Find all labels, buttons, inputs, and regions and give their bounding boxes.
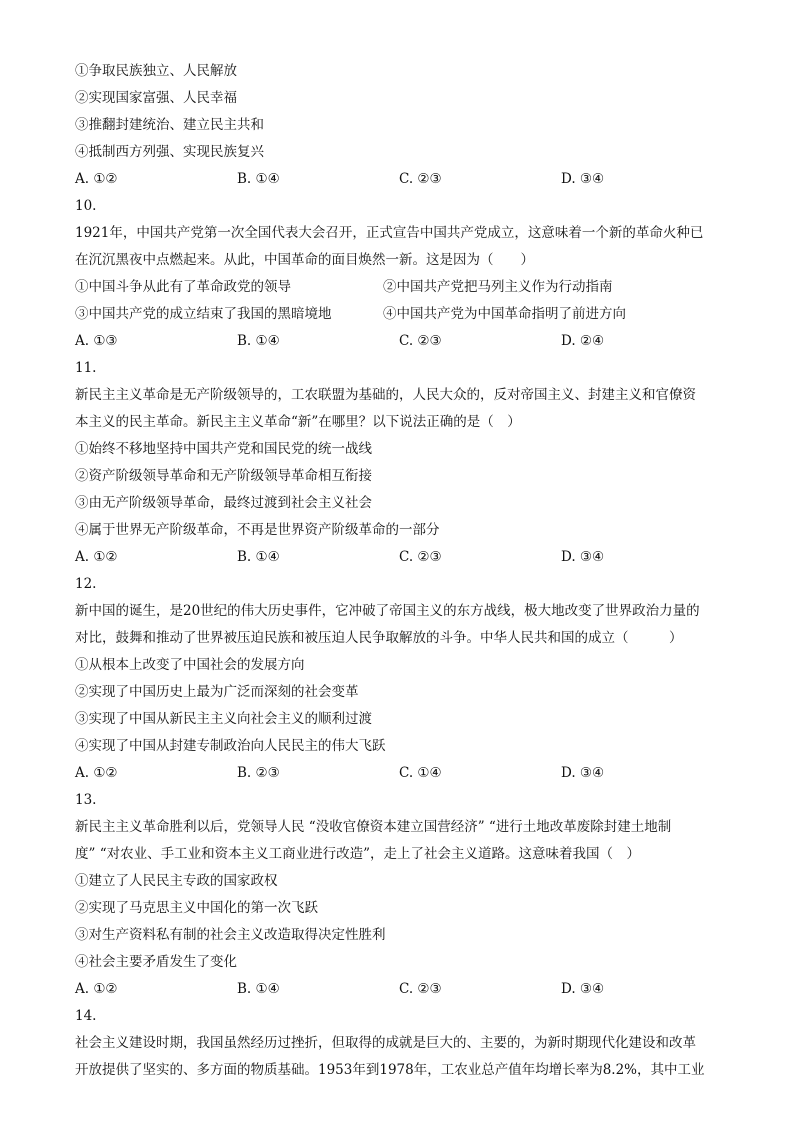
choice-b: B. ①④ <box>237 549 280 565</box>
option: ①建立了人民民主专政的国家政权 <box>75 873 278 889</box>
question-number: 12. <box>75 576 97 592</box>
question-11 <box>75 355 725 571</box>
option: ③实现了中国从新民主主义向社会主义的顺利过渡 <box>75 711 372 727</box>
option: ②中国共产党把马列主义作为行动指南 <box>383 279 613 295</box>
document-page <box>75 58 725 1084</box>
choice-d: D. ③④ <box>561 549 605 565</box>
option: ②实现了马克思主义中国化的第一次飞跃 <box>75 900 318 916</box>
option: ③对生产资料私有制的社会主义改造取得决定性胜利 <box>75 927 386 943</box>
answer-choices <box>75 544 725 571</box>
question-stem: 1921年，中国共产党第一次全国代表大会召开，正式宣告中国共产党成立，这意味着一个新的革命火种已 <box>75 225 704 241</box>
choice-c: C. ②③ <box>399 549 442 565</box>
question-stem: 对比，鼓舞和推动了世界被压迫民族和被压迫人民争取解放的斗争。中华人民共和国的成立（ ） <box>75 630 683 646</box>
choice-a: A. ①② <box>75 765 118 781</box>
option: ④社会主要矛盾发生了变化 <box>75 954 237 970</box>
option: ①从根本上改变了中国社会的发展方向 <box>75 657 305 673</box>
question-stem: 开放提供了坚实的、多方面的物质基础。1953年到1978年，工农业总产值年均增长率为8.2%，其中工业 <box>75 1062 705 1078</box>
question-stem: 度” “对农业、手工业和资本主义工商业进行改造”，走上了社会主义道路。这意味着我国（ ） <box>75 846 640 862</box>
question-12 <box>75 571 725 787</box>
option: ②实现了中国历史上最为广泛而深刻的社会变革 <box>75 684 359 700</box>
option: ①争取民族独立、人民解放 <box>75 63 237 79</box>
choice-d: D. ②④ <box>561 333 605 349</box>
question-stem: 新民主主义革命是无产阶级领导的，工农联盟为基础的，人民大众的，反对帝国主义、封建主义和官僚资 <box>75 387 696 403</box>
option: ③由无产阶级领导革命，最终过渡到社会主义社会 <box>75 495 372 511</box>
choice-a: A. ①② <box>75 981 118 997</box>
option-row <box>75 274 725 301</box>
option-row <box>75 301 725 328</box>
question-number: 11. <box>75 360 97 376</box>
answer-choices <box>75 976 725 1003</box>
option: ③推翻封建统治、建立民主共和 <box>75 117 264 133</box>
choice-b: B. ②③ <box>237 765 280 781</box>
choice-c: C. ②③ <box>399 981 442 997</box>
question-stem: 新中国的诞生，是20世纪的伟大历史事件，它冲破了帝国主义的东方战线，极大地改变了世界政治力量的 <box>75 603 700 619</box>
choice-a: A. ①② <box>75 171 118 187</box>
question-number: 13. <box>75 792 97 808</box>
question-number: 10. <box>75 198 97 214</box>
question-stem: 在沉沉黑夜中点燃起来。从此，中国革命的面目焕然一新。这是因为（ ） <box>75 252 534 268</box>
option: ④属于世界无产阶级革命，不再是世界资产阶级革命的一部分 <box>75 522 440 538</box>
choice-b: B. ①④ <box>237 981 280 997</box>
option: ④抵制西方列强、实现民族复兴 <box>75 144 264 160</box>
question-13 <box>75 787 725 1003</box>
choice-c: C. ①④ <box>399 765 442 781</box>
answer-choices <box>75 166 725 193</box>
question-number: 14. <box>75 1008 97 1024</box>
choice-d: D. ③④ <box>561 765 605 781</box>
choice-a: A. ①② <box>75 549 118 565</box>
option: ④实现了中国从封建专制政治向人民民主的伟大飞跃 <box>75 738 386 754</box>
option: ③中国共产党的成立结束了我国的黑暗境地 <box>75 306 332 322</box>
question-9 <box>75 58 725 193</box>
answer-choices <box>75 760 725 787</box>
choice-d: D. ③④ <box>561 171 605 187</box>
question-stem: 社会主义建设时期，我国虽然经历过挫折，但取得的成就是巨大的、主要的，为新时期现代化建设和改革 <box>75 1035 696 1051</box>
answer-choices <box>75 328 725 355</box>
question-stem: 新民主主义革命胜利以后，党领导人民 “没收官僚资本建立国营经济” “进行土地改革废除封建土地制 <box>75 819 672 835</box>
choice-a: A. ①③ <box>75 333 118 349</box>
question-stem: 本主义的民主革命。新民主主义革命“新”在哪里？以下说法正确的是（ ） <box>75 414 521 430</box>
option: ①中国斗争从此有了革命政党的领导 <box>75 279 291 295</box>
choice-b: B. ①④ <box>237 333 280 349</box>
question-14 <box>75 1003 725 1084</box>
choice-b: B. ①④ <box>237 171 280 187</box>
option: ②资产阶级领导革命和无产阶级领导革命相互衔接 <box>75 468 372 484</box>
choice-c: C. ②③ <box>399 333 442 349</box>
question-10 <box>75 193 725 355</box>
option: ②实现国家富强、人民幸福 <box>75 90 237 106</box>
option: ①始终不移地坚持中国共产党和国民党的统一战线 <box>75 441 372 457</box>
choice-d: D. ③④ <box>561 981 605 997</box>
choice-c: C. ②③ <box>399 171 442 187</box>
option: ④中国共产党为中国革命指明了前进方向 <box>383 306 626 322</box>
